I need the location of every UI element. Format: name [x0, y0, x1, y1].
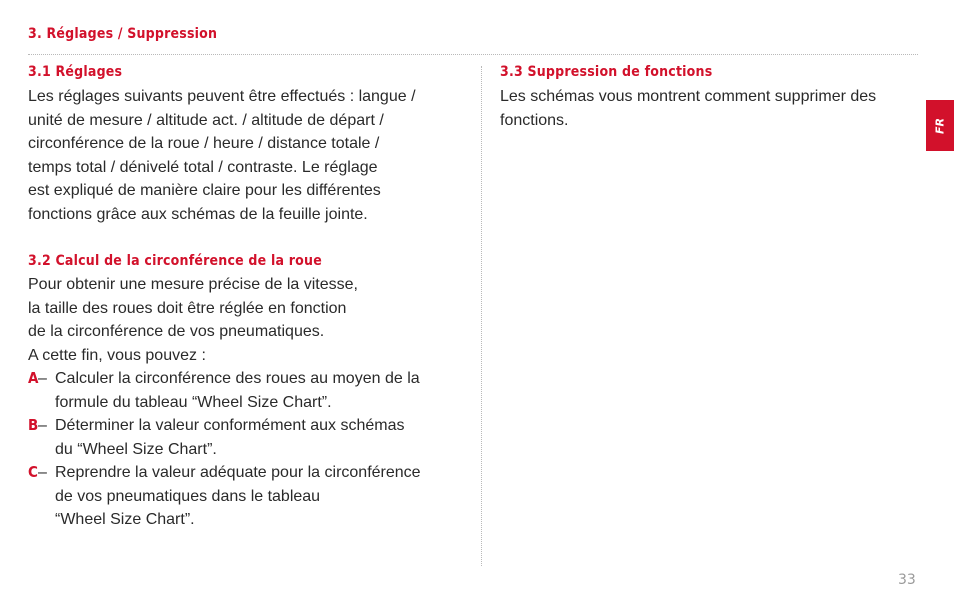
section-3-3-body	[500, 85, 876, 132]
text-line: Déterminer la valeur conformément aux schémas	[55, 417, 405, 434]
list-dash: –	[38, 417, 47, 434]
list-item-b	[28, 414, 421, 461]
text-line: est expliqué de manière claire pour les différentes	[28, 182, 381, 199]
text-line: Les schémas vous montrent comment supprimer des	[500, 88, 877, 105]
text-line: Reprendre la valeur adéquate pour la circonférence	[55, 464, 421, 481]
list-item-c	[28, 461, 421, 532]
text-line: de vos pneumatiques dans le tableau	[55, 487, 321, 505]
page-main-heading: 3. Réglages / Suppression	[28, 26, 218, 42]
page-number: 33	[898, 572, 916, 588]
dotted-divider-vertical	[481, 66, 482, 566]
section-heading-3-1: 3.1 Réglages	[28, 64, 123, 80]
text-line: Pour obtenir une mesure précise de la vitesse,	[28, 276, 358, 293]
section-heading-3-3: 3.3 Suppression de fonctions	[500, 64, 713, 80]
text-line: Les réglages suivants peuvent être effectués : langue /	[28, 88, 416, 105]
text-line: fonctions grâce aux schémas de la feuille jointe.	[28, 205, 368, 223]
language-tab-label: FR	[933, 117, 947, 134]
text-line: temps total / dénivelé total / contraste. Le réglage	[28, 158, 378, 176]
dotted-divider-horizontal	[28, 54, 918, 55]
section-3-2-body	[28, 273, 358, 367]
list-dash: –	[38, 464, 47, 481]
text-line: Calculer la circonférence des roues au moyen de la	[55, 370, 420, 387]
language-tab	[926, 100, 954, 151]
text-line: unité de mesure / altitude act. / altitude de départ /	[28, 111, 384, 129]
list-dash: –	[38, 370, 47, 387]
section-heading-3-2: 3.2 Calcul de la circonférence de la roue	[28, 253, 322, 269]
text-line: fonctions.	[500, 111, 569, 129]
text-line: A cette fin, vous pouvez :	[28, 346, 206, 364]
list-marker: C	[28, 463, 38, 481]
section-3-1-body	[28, 85, 416, 226]
text-line: “Wheel Size Chart”.	[55, 511, 195, 528]
text-line: de la circonférence de vos pneumatiques.	[28, 323, 325, 340]
text-line: du “Wheel Size Chart”.	[55, 440, 217, 458]
text-line: formule du tableau “Wheel Size Chart”.	[55, 393, 332, 411]
options-list	[28, 367, 421, 532]
text-line: la taille des roues doit être réglée en fonction	[28, 299, 347, 317]
text-line: circonférence de la roue / heure / distance totale /	[28, 135, 380, 152]
list-marker: A	[28, 369, 39, 387]
list-item-a	[28, 367, 421, 414]
list-marker: B	[28, 416, 39, 434]
